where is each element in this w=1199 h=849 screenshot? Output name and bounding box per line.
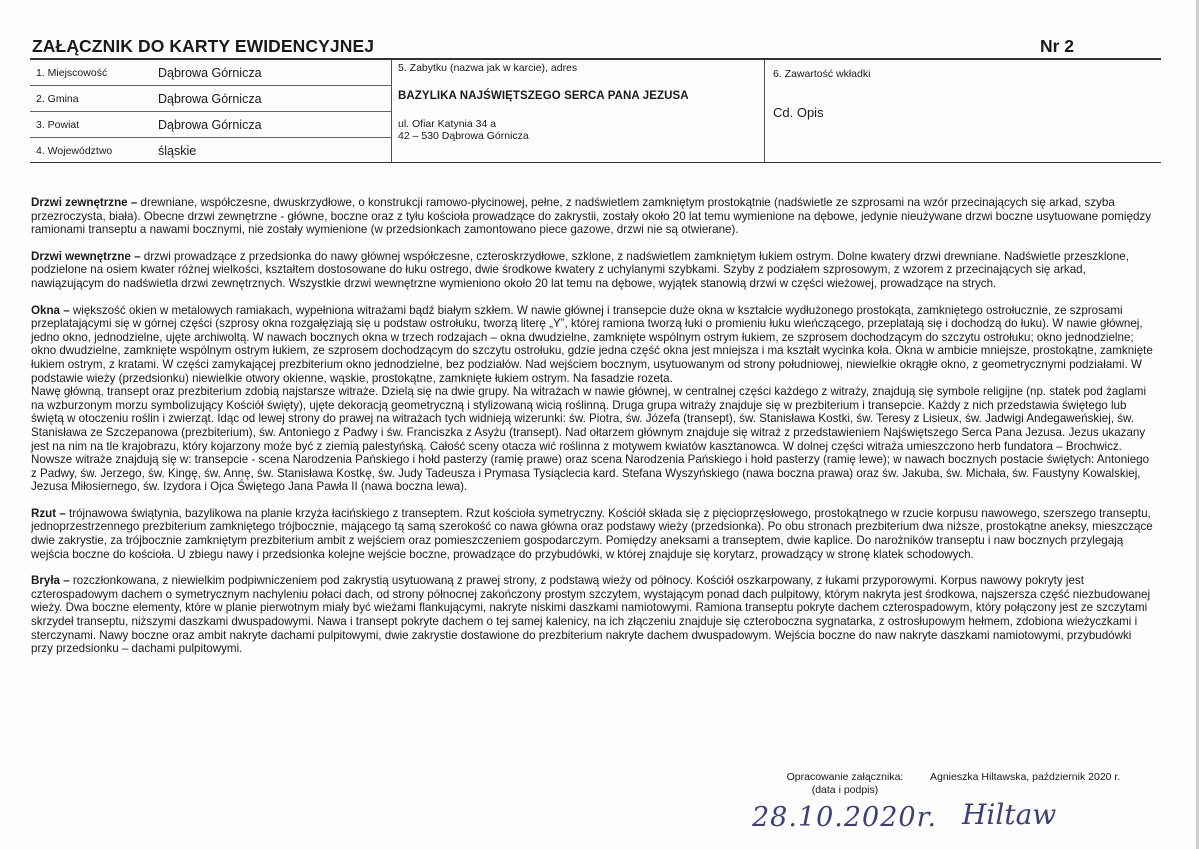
location-value: śląskie: [158, 144, 197, 158]
section-heading: Bryła –: [31, 574, 70, 588]
section-paragraph: [31, 507, 1153, 561]
section-paragraph: [31, 574, 1153, 656]
monument-name: BAZYLIKA NAJŚWIĘTSZEGO SERCA PANA JEZUSA: [398, 90, 689, 102]
section-heading: Drzwi wewnętrzne –: [31, 249, 141, 263]
handwritten-date: 28.10.2020r.: [752, 802, 938, 833]
section-heading: Okna –: [31, 303, 70, 317]
prepared-by-value: Agnieszka Hiltawska, październik 2020 r.: [930, 771, 1121, 783]
section-text: trójnawowa świątynia, bazylikowa na planie krzyża łacińskiego z transeptem. Rzut kościoła symetryczny. Kościół składa się z pięcioprzęsłowego, prostokątnego w rzucie korpusu nawowego, szerszego transeptu, jednoprzestrzennego prezbiterium zamkniętego trójbocznie, mającego tą samą szerokość co nawa główna oraz podstawy wieży (przedsionka). Po obu stronach prezbiterium dwa niższe, prostokątne aneksy, mieszczące dwie zakrystie, za trójbocznie zamkniętym prezbiterium ambit z wejściem oraz pomieszczeniem gospodarczym. Pomiędzy aneksami a transeptem, dwie kaplice. Do narożników transeptu i naw bocznych przylegają wejścia boczne do kościoła. U zbiegu nawy i przedsionka kolejne wejście boczne, prowadzące do przybudówki, w której znajduje się korytarz, prowadzący w stronę klatek schodowych.: [31, 506, 1153, 561]
section-heading: Rzut –: [31, 506, 66, 520]
location-row: [30, 60, 391, 86]
section-text: drzwi prowadzące z przedsionka do nawy głównej współczesne, czteroskrzydłowe, szklone, z nadświetlem zamkniętym łukiem ostrym. Dolne kwatery drzwi drewniane. Nadświetle przeszklone, podzielone na osiem kwater różnej wielkości, kształtem dostosowane do łuku ostrego, dwie środkowe kwatery z uchylanymi szybkami. Szyby z podziałem szprosowym, z wzorem z przecinających się arkad, nawiązującym do nadświetla drzwi zewnętrznych. Wszystkie drzwi wewnętrzne wymieniono około 20 lat temu na dębowe, wyjątek stanowią drzwi w części wieżowej, prowadzące na strych.: [31, 249, 1129, 290]
location-label: 4. Województwo: [36, 145, 113, 157]
location-label: 2. Gmina: [36, 93, 79, 105]
contents-column: [765, 60, 1161, 162]
prepared-by-label-line-2: (data i podpis): [811, 784, 879, 796]
location-label: 3. Powiat: [36, 119, 80, 131]
prepared-by-label: [770, 771, 920, 797]
monument-label: 5. Zabytku (nazwa jak w karcie), adres: [398, 62, 578, 74]
location-value: Dąbrowa Górnicza: [158, 118, 262, 132]
location-row: [30, 112, 391, 138]
monument-column: [392, 60, 765, 162]
prepared-by: [770, 771, 1121, 797]
section-paragraph: [31, 304, 1153, 494]
location-label: 1. Miejscowość: [36, 67, 108, 79]
section-text: większość okien w metalowych ramiakach, wypełniona witrażami bądź białym szkłem. W nawie głównej i transepcie duże okna w kształcie wydłużonego prostokąta, zamkniętego ostrołucznie, ze szprosami przeplatającymi się w górnej części (szprosy okna rozgałęziają się u podstaw ostrołuku, tworzą literę „Y”, której ramiona tworzą łuki o promieniu łuku wieńczącego, przeplatają się i dochodzą do łuku). W nawie głównej, jedno okno, jednodzielne, ujęte archiwoltą. W nawach bocznych okna w trzech rodzajach – okna dwudzielne, zamknięte wspólnym ostrym łukiem, ze szprosem dochodzącym do szczytu ostrołuku; okno jednodzielne; okno dwudzielne, zamknięte wspólnym ostrym łukiem, ze szprosem dochodzącym do szczytu ostrołuku, gdzie jedna część okna jest mniejsza i ma kształt wycinka koła. Okna w ambicie mniejsze, prostokątne, zamknięte łukiem ostrym, z kratami. W części zamykającej prezbiterium okno jednodzielne, bez podziałów. Nad wejściem bocznym, usytuowanym od strony południowej, niewielkie okrągłe okno, z geometrycznymi podziałami. W podstawie wieży (przedsionku) niewielkie otwory okienne, wąskie, prostokątne, zamknięte łukiem ostrym. Na fasadzie rozeta. Nawę główną, transept oraz prezbiterium zdobią najstarsze witraże. Dzielą się na dwie grupy. Na witrażach w nawie głównej, w centralnej części każdego z witraży, znajdują się symbole religijne (np. statek pod żaglami na wzburzonym morzu symbolizujący Kościół święty), ujęte dekoracją geometryczną i stylizowaną wicią roślinną. Druga grupa witraży znajduje się w prezbiterium i transepcie. Każdy z nich przedstawia świętego lub świętą w otoczeniu roślin i zwierząt. Idąc od lewej strony do prawej na witrażach tych widnieją wizerunki: św. Piotra, św. Józefa (transept), św. Stanisława Kostki, św. Teresy z Lisieux, św. Jadwigi Andegaweńskiej, św. Stanisława ze Szczepanowa (prezbiterium), św. Antoniego z Padwy i św. Franciszka z Asyżu (transept). Nad ołtarzem głównym znajduje się witraż z przedstawieniem Najświętszego Serca Pana Jezusa. Jezus ukazany jest na nim na tle krajobrazu, który kojarzony może być z ziemią palestyńską. Całość sceny otacza wić roślinna z motywem kwiatów kasztanowca. W dolnej części witraża umieszczono herb fundatora – Brochwicz. Nowsze witraże znajdują się w: transepcie - scena Narodzenia Pańskiego i hołd pasterzy (ramię prawe) oraz scena Narodzenia Pańskiego i hołd pasterzy (ramię lewe); w nawach bocznych postacie świętych: Antoniego z Padwy, św. Jerzego, św. Kingę, św. Annę, św. Stanisława Kostkę, św. Judy Tadeusza i Prymasa Tysiąclecia kard. Stefana Wyszyńskiego (nawa boczna prawa) oraz św. Jakuba, św. Michała, św. Faustyny Kowalskiej, Jezusa Miłosiernego, św. Izydora i Ojca Świętego Jana Pawła II (nawa boczna lewa).: [31, 303, 1153, 494]
location-column: [30, 60, 392, 162]
address-line-1: ul. Ofiar Katynia 34 a: [398, 118, 497, 130]
attachment-number: Nr 2: [1040, 36, 1075, 56]
location-value: Dąbrowa Górnicza: [158, 66, 262, 80]
monument-address: [398, 118, 529, 142]
description-body: [31, 196, 1153, 669]
section-heading: Drzwi zewnętrzne –: [31, 196, 138, 209]
prepared-by-label-line-1: Opracowanie załącznika:: [786, 771, 904, 783]
section-text: rozczłonkowana, z niewielkim podpiwniczeniem pod zakrystią usytuowaną z prawej strony, z podstawą wieży od północy. Kościół oszkarpowany, z łukami przyporowymi. Korpus nawowy pokryty jest czterospadowym dachem o symetrycznym nachyleniu połaci dach, od strony północnej zakończony prostym szczytem, wystającym ponad dach pulpitowy, którym nakryta jest środkowa, najszersza część niezbudowanej wieży. Dwa boczne elementy, które w planie pierwotnym miały być wieżami flankującymi, nakryte niskimi daszkami namiotowymi. Ramiona transeptu pokryte dachem czterospadowym, który połączony jest ze szczytami skrzydeł transeptu, niższymi daszkami dwuspadowymi. Nawa i transept pokryte dachem o tej samej kalenicy, na ich złączeniu znajduje się czteroboczna sygnatarka, z ostrosłupowym hełmem, zdobiona wieżyczkami i sterczynami. Nawy boczne oraz ambit nakryte dachami pulpitowymi, dwie zakrystie dostawione do prezbiterium nakryte dachem dwuspadowym. Wejścia boczne do naw nakryte daszkami namiotowymi, przybudówki przy przedsionku – dachami pulpitowymi.: [31, 574, 1151, 656]
document-title: ZAŁĄCZNIK DO KARTY EWIDENCYJNEJ: [32, 36, 375, 56]
contents-value: Cd. Opis: [773, 105, 824, 120]
location-row: [30, 138, 391, 162]
contents-label: 6. Zawartość wkładki: [773, 68, 871, 80]
section-paragraph: [31, 250, 1153, 291]
handwritten-signature: Hiltaw: [962, 798, 1057, 831]
header-table: [30, 60, 1161, 163]
location-value: Dąbrowa Górnicza: [158, 92, 262, 106]
address-line-2: 42 – 530 Dąbrowa Górnicza: [398, 130, 529, 142]
section-text: drewniane, współczesne, dwuskrzydłowe, o konstrukcji ramowo-płycinowej, pełne, z nadświetlem zamkniętym prostokątnie (nadświetle ze szprosami na wzór przecinających się arkad, szyba przezroczysta, biała). Obecne drzwi zewnętrzne - główne, boczne oraz z tyłu kościoła prowadzące do zakrystii, zostały około 20 lat temu wymienione na dębowe, jedynie nieużywane drzwi boczne usytuowane pomiędzy ramionami transeptu a nawami bocznymi, nie zostały wymienione (w przedsionkach zamontowano piece gazowe, drzwi nie są otwierane).: [31, 196, 1152, 237]
location-row: [30, 86, 391, 112]
section-paragraph: [31, 196, 1153, 237]
